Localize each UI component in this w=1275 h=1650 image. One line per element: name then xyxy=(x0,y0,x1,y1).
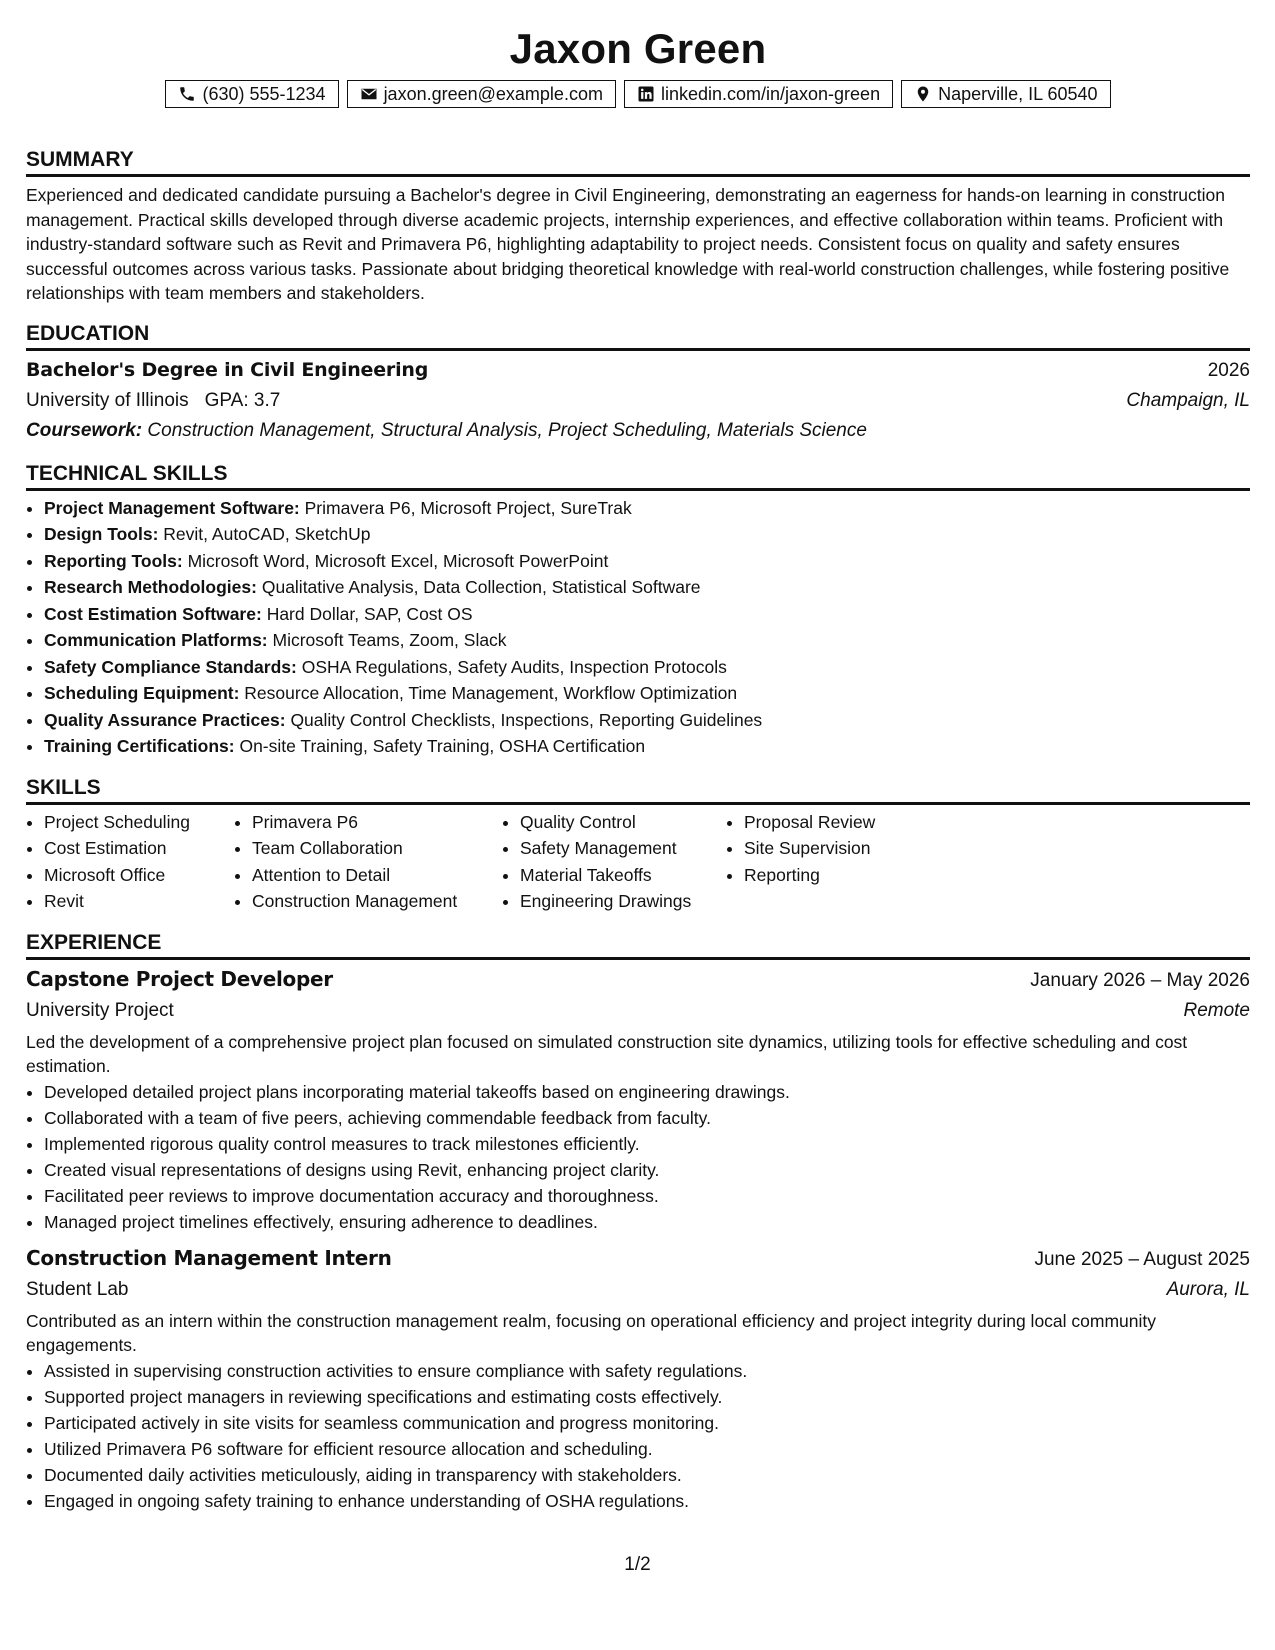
coursework-list: Construction Management, Structural Analysis, Project Scheduling, Materials Science xyxy=(147,419,867,441)
experience-heading: EXPERIENCE xyxy=(26,929,1250,960)
resume-page xyxy=(26,22,1250,1514)
list-item: • Assisted in supervising construction activities to ensure compliance with safety regulations. xyxy=(44,1358,1250,1384)
skills-grid xyxy=(26,809,1250,915)
list-item: • Collaborated with a team of five peers, achieving commendable feedback from faculty. xyxy=(44,1105,1250,1131)
job-bullets xyxy=(26,1079,1250,1235)
list-item xyxy=(44,680,1250,707)
skill-label: Communication Platforms: xyxy=(44,630,268,650)
job-org: University Project xyxy=(26,999,174,1021)
phone-text: (630) 555-1234 xyxy=(202,84,326,104)
technical-skills-list xyxy=(26,495,1250,760)
skill-label: Project Management Software: xyxy=(44,497,300,518)
list-item: • Facilitated peer reviews to improve documentation accuracy and thoroughness. xyxy=(44,1183,1250,1209)
job-header xyxy=(26,964,1250,996)
list-item xyxy=(44,627,1250,654)
school-line xyxy=(26,386,280,416)
job-subheader xyxy=(26,1275,1250,1305)
skills-column-3 xyxy=(502,809,726,915)
education-section xyxy=(26,320,1250,446)
list-item xyxy=(44,707,1250,734)
list-item: • Project Scheduling xyxy=(44,809,234,836)
job-dates: January 2026 – May 2026 xyxy=(1030,969,1250,991)
contact-phone[interactable] xyxy=(165,80,338,108)
list-item xyxy=(44,654,1250,681)
job-title: Construction Management Intern xyxy=(26,1245,392,1270)
summary-heading: SUMMARY xyxy=(26,146,1250,177)
list-item: • Material Takeoffs xyxy=(520,862,726,889)
list-item xyxy=(44,733,1250,760)
list-item xyxy=(44,548,1250,575)
job-bullets xyxy=(26,1358,1250,1514)
list-item xyxy=(44,601,1250,628)
list-item xyxy=(44,495,1250,522)
skill-label: Quality Assurance Practices: xyxy=(44,709,286,730)
skill-value: Microsoft Teams, Zoom, Slack xyxy=(272,630,507,650)
list-item: • Quality Control xyxy=(520,809,726,836)
technical-skills-section xyxy=(26,460,1250,760)
skill-value: Microsoft Word, Microsoft Excel, Microsoft PowerPoint xyxy=(187,550,609,571)
contact-location[interactable] xyxy=(901,80,1110,108)
location-pin-icon xyxy=(914,85,932,103)
list-item: • Documented daily activities meticulously, aiding in transparency with stakeholders. xyxy=(44,1462,1250,1488)
list-item: • Participated actively in site visits for seamless communication and progress monitoring. xyxy=(44,1410,1250,1436)
list-item: • Supported project managers in reviewing specifications and estimating costs effectively. xyxy=(44,1384,1250,1410)
coursework xyxy=(26,416,1250,446)
job-location: Aurora, IL xyxy=(1166,1278,1250,1300)
list-item xyxy=(44,574,1250,601)
summary-text: Experienced and dedicated candidate pursuing a Bachelor's degree in Civil Engineering, demonstrating an eagerness for hands-on learning in construction management. Practical skills developed through diverse academic projects, internship experiences, and effective collaboration within teams. Proficient with industry-standard software such as Revit and Primavera P6, highlighting adaptability to project needs. Consistent focus on quality and safety ensures successful outcomes across various tasks. Passionate about bridging theoretical knowledge with real-world construction challenges, while fostering positive relationships with team members and stakeholders. xyxy=(26,185,1230,303)
linkedin-icon xyxy=(637,85,655,103)
job-title: Capstone Project Developer xyxy=(26,966,333,991)
linkedin-text: linkedin.com/in/jaxon-green xyxy=(660,84,881,104)
list-item: • Created visual representations of designs using Revit, enhancing project clarity. xyxy=(44,1157,1250,1183)
skills-column-1 xyxy=(26,809,234,915)
skill-label: Scheduling Equipment: xyxy=(44,683,240,703)
degree-year: 2026 xyxy=(1207,359,1250,381)
job-location: Remote xyxy=(1183,999,1250,1021)
list-item: • Reporting xyxy=(744,862,944,889)
summary-section xyxy=(26,146,1250,306)
contact-bar xyxy=(26,80,1250,108)
skills-heading: SKILLS xyxy=(26,774,1250,805)
skill-value: Revit, AutoCAD, SketchUp xyxy=(163,524,371,544)
degree-title: Bachelor's Degree in Civil Engineering xyxy=(26,358,429,381)
education-row-2 xyxy=(26,386,1250,416)
list-item: • Engaged in ongoing safety training to enhance understanding of OSHA regulations. xyxy=(44,1488,1250,1514)
location-text: Naperville, IL 60540 xyxy=(938,84,1098,104)
job-description: Led the development of a comprehensive project plan focused on simulated construction site dynamics, utilizing tools for effective scheduling and cost estimation. xyxy=(26,1031,1188,1076)
skills-column-4 xyxy=(726,809,944,915)
skill-label: Safety Compliance Standards: xyxy=(44,656,297,677)
technical-skills-heading: TECHNICAL SKILLS xyxy=(26,460,1250,491)
skill-value: Quality Control Checklists, Inspections, Reporting Guidelines xyxy=(290,709,763,730)
job-header xyxy=(26,1243,1250,1275)
email-text: jaxon.green@example.com xyxy=(383,84,603,104)
list-item: • Construction Management xyxy=(252,888,502,915)
list-item: • Engineering Drawings xyxy=(520,888,726,915)
skill-value: Qualitative Analysis, Data Collection, Statistical Software xyxy=(261,577,701,597)
job-subheader xyxy=(26,996,1250,1026)
skill-label: Research Methodologies: xyxy=(44,577,257,597)
list-item: • Team Collaboration xyxy=(252,835,502,862)
list-item: • Site Supervision xyxy=(744,835,944,862)
phone-icon xyxy=(178,85,196,103)
list-item: • Microsoft Office xyxy=(44,862,234,889)
skill-value: On-site Training, Safety Training, OSHA Certification xyxy=(239,736,646,756)
list-item: • Managed project timelines effectively, ensuring adherence to deadlines. xyxy=(44,1209,1250,1235)
list-item: • Cost Estimation xyxy=(44,835,234,862)
contact-email[interactable] xyxy=(347,80,616,108)
list-item: • Implemented rigorous quality control measures to track milestones efficiently. xyxy=(44,1131,1250,1157)
gpa: GPA: 3.7 xyxy=(204,389,281,411)
skills-section xyxy=(26,774,1250,915)
job-description: Contributed as an intern within the construction management realm, focusing on operational efficiency and project integrity during local community engagements. xyxy=(26,1310,1157,1355)
skill-label: Reporting Tools: xyxy=(44,550,183,571)
list-item: • Developed detailed project plans incorporating material takeoffs based on engineering drawings. xyxy=(44,1079,1250,1105)
job-dates: June 2025 – August 2025 xyxy=(1034,1248,1250,1270)
job-entry xyxy=(26,1243,1250,1514)
candidate-name: Jaxon Green xyxy=(509,25,767,72)
skill-label: Training Certifications: xyxy=(44,736,235,756)
list-item: • Attention to Detail xyxy=(252,862,502,889)
school-name: University of Illinois xyxy=(26,389,189,411)
coursework-label: Coursework: xyxy=(26,419,143,441)
email-icon xyxy=(360,85,378,103)
education-row-1 xyxy=(26,355,1250,386)
school-location: Champaign, IL xyxy=(1126,389,1250,411)
list-item: • Safety Management xyxy=(520,835,726,862)
job-entry xyxy=(26,964,1250,1235)
skills-column-2 xyxy=(234,809,502,915)
list-item: • Revit xyxy=(44,888,234,915)
list-item: • Primavera P6 xyxy=(252,809,502,836)
experience-section xyxy=(26,929,1250,1514)
skill-value: Primavera P6, Microsoft Project, SureTrak xyxy=(304,497,632,518)
skill-value: Hard Dollar, SAP, Cost OS xyxy=(266,603,473,624)
education-heading: EDUCATION xyxy=(26,320,1250,351)
contact-linkedin[interactable] xyxy=(624,80,893,108)
page-number: 1/2 xyxy=(624,1554,651,1575)
list-item xyxy=(44,521,1250,548)
list-item: • Utilized Primavera P6 software for efficient resource allocation and scheduling. xyxy=(44,1436,1250,1462)
list-item: • Proposal Review xyxy=(744,809,944,836)
skill-value: Resource Allocation, Time Management, Workflow Optimization xyxy=(244,683,738,703)
skill-label: Cost Estimation Software: xyxy=(44,603,262,624)
job-org: Student Lab xyxy=(26,1278,129,1300)
skill-value: OSHA Regulations, Safety Audits, Inspection Protocols xyxy=(301,656,727,677)
skill-label: Design Tools: xyxy=(44,524,159,544)
